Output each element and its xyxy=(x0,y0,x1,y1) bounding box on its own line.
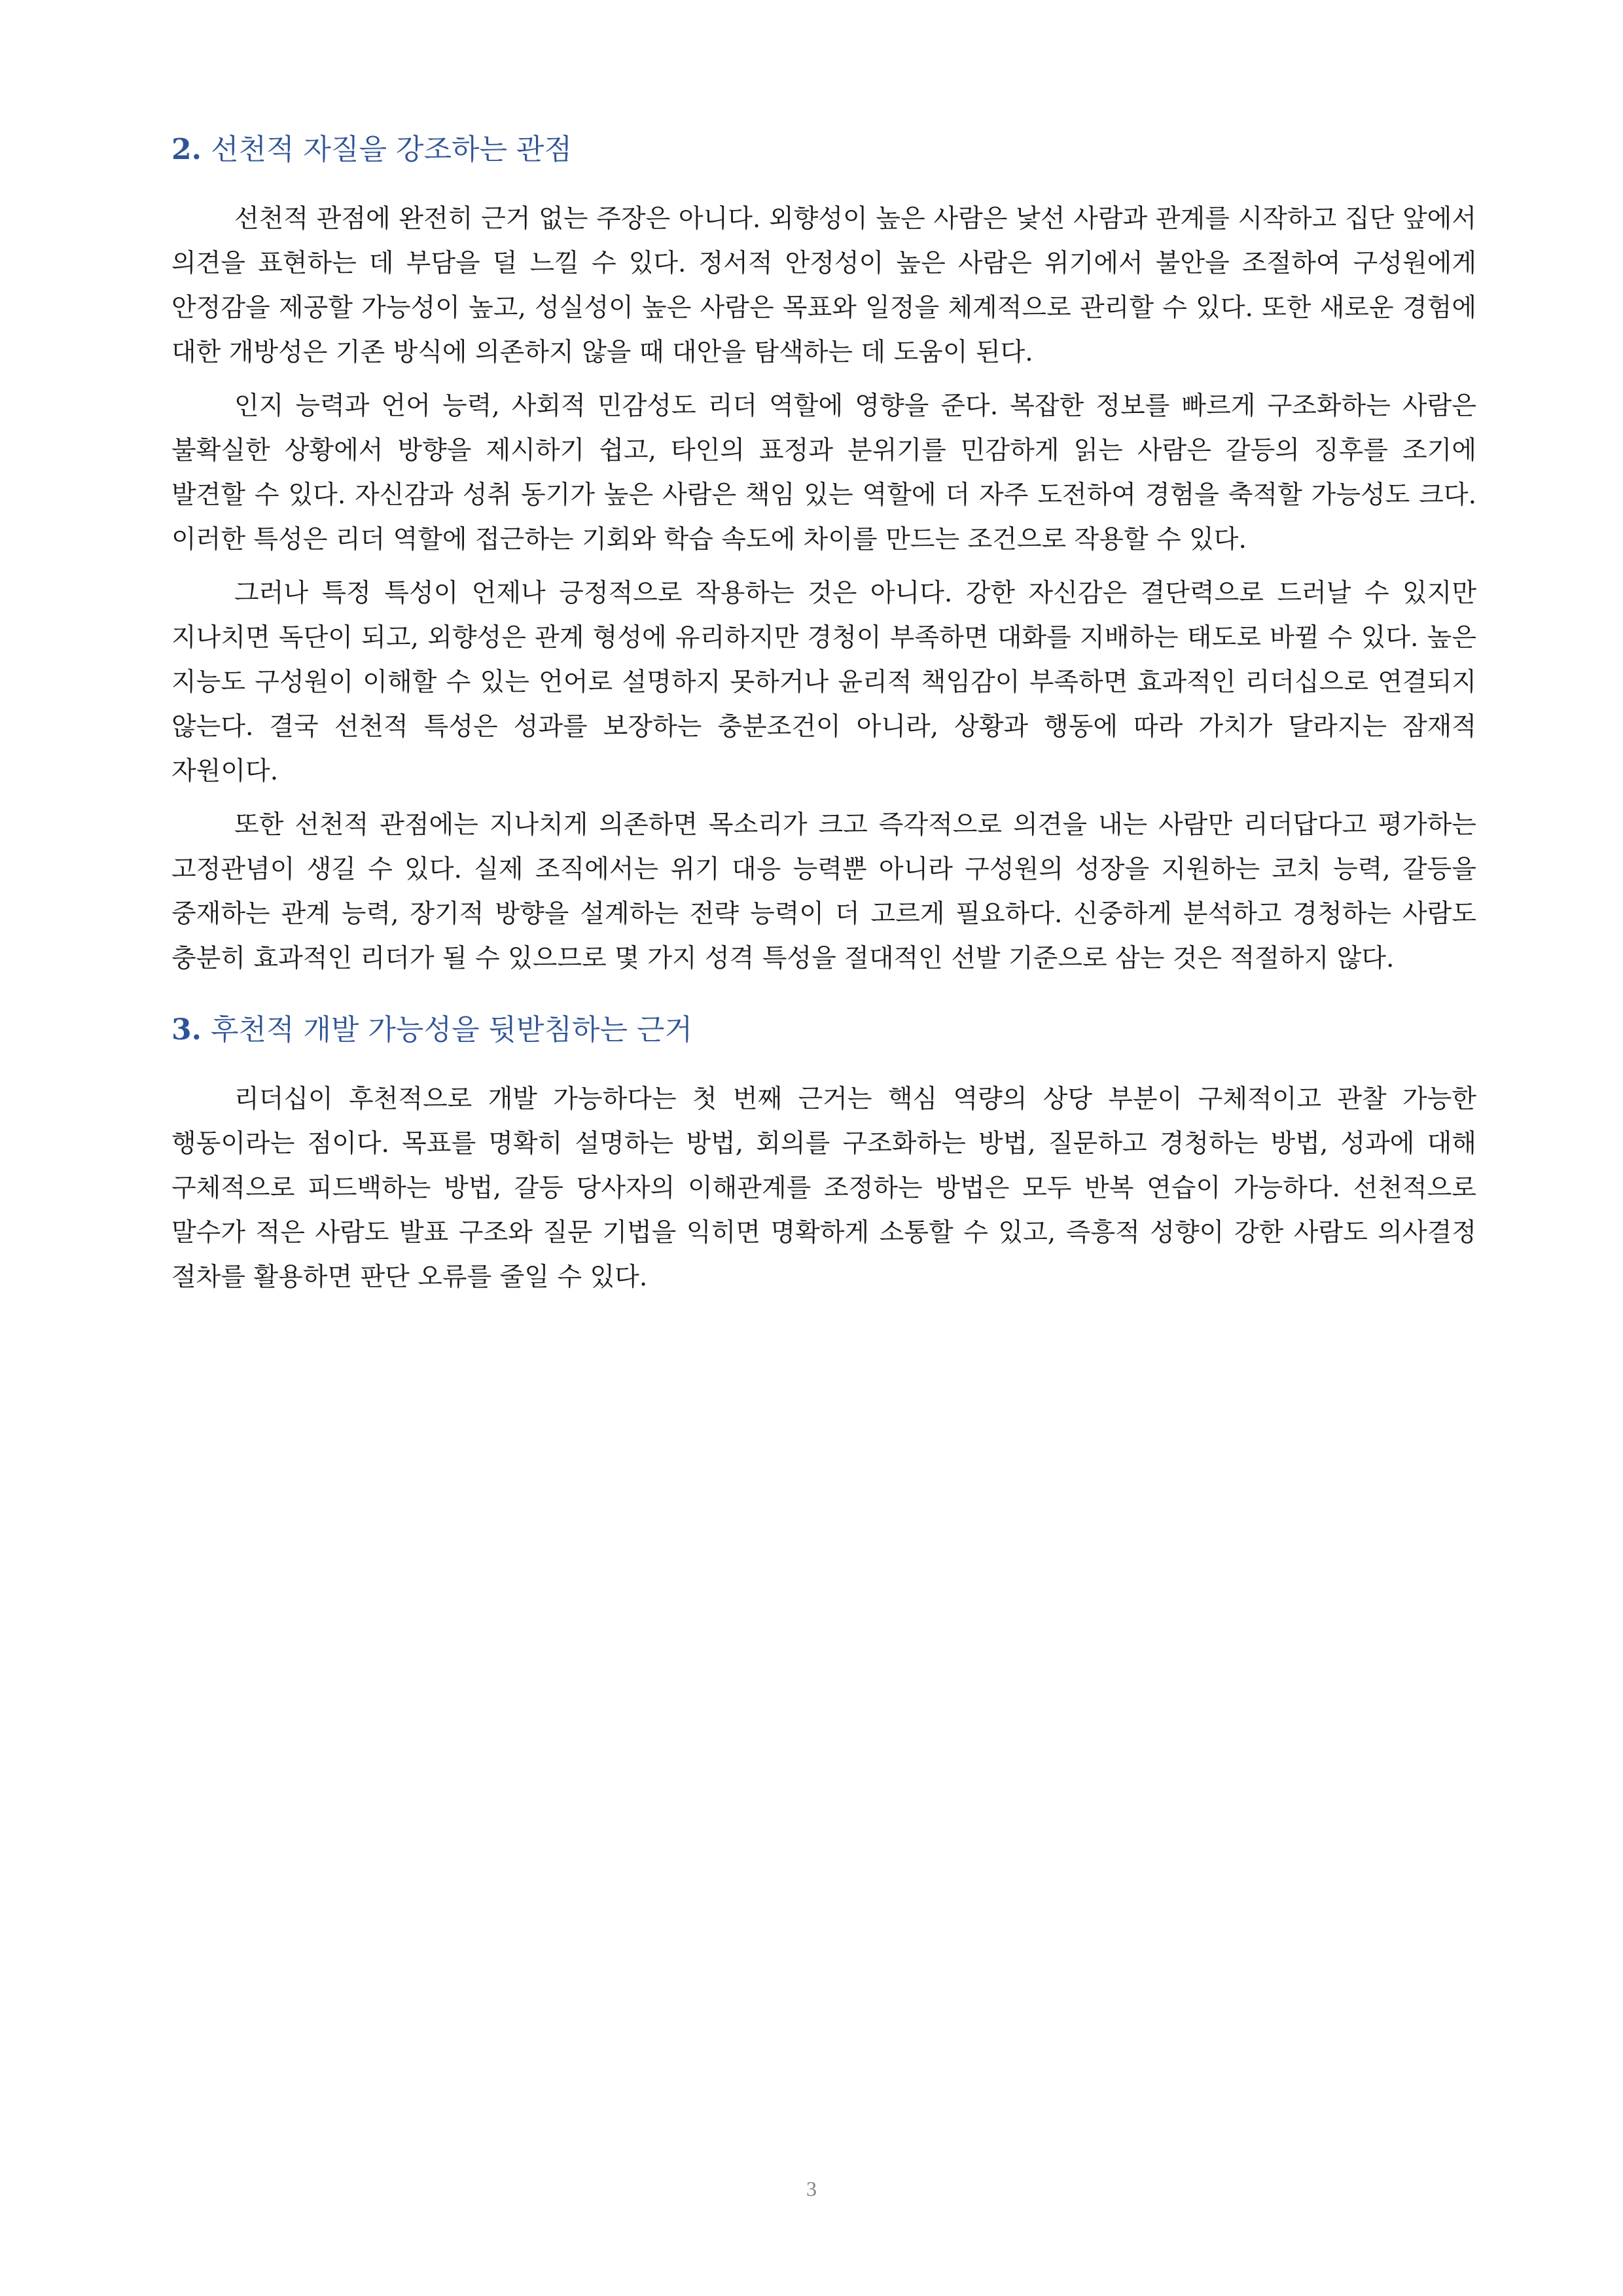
paragraph: 인지 능력과 언어 능력, 사회적 민감성도 리더 역할에 영향을 준다. 복잡한 정보를 빠르게 구조화하는 사람은 불확실한 상황에서 방향을 제시하기 쉽고, 타인의 표정과 분위기를 민감하게 읽는 사람은 갈등의 징후를 조기에 발견할 수 있다. 자신감과 성취 동기가 높은 사람은 책임 있는 역할에 더 자주 도전하여 경험을 축적할 가능성도 크다. 이러한 특성은 리더 역할에 접근하는 기회와 학습 속도에 차이를 만드는 조건으로 작용할 수 있다. xyxy=(171,391,1476,555)
document-body xyxy=(171,131,1476,1313)
section-heading xyxy=(171,1011,1476,1049)
section-innate-traits xyxy=(171,131,1476,981)
section-heading xyxy=(171,131,1476,168)
paragraph: 그러나 특정 특성이 언제나 긍정적으로 작용하는 것은 아니다. 강한 자신감은 결단력으로 드러날 수 있지만 지나치면 독단이 되고, 외향성은 관계 형성에 유리하지만 경청이 부족하면 대화를 지배하는 태도로 바뀔 수 있다. 높은 지능도 구성원이 이해할 수 있는 언어로 설명하지 못하거나 윤리적 책임감이 부족하면 효과적인 리더십으로 연결되지 않는다. 결국 선천적 특성은 성과를 보장하는 충분조건이 아니라, 상황과 행동에 따라 가치가 달라지는 잠재적 자원이다. xyxy=(171,579,1476,787)
paragraph: 리더십이 후천적으로 개발 가능하다는 첫 번째 근거는 핵심 역량의 상당 부분이 구체적이고 관찰 가능한 행동이라는 점이다. 목표를 명확히 설명하는 방법, 회의를 구조화하는 방법, 질문하고 경청하는 방법, 성과에 대해 구체적으로 피드백하는 방법, 갈등 당사자의 이해관계를 조정하는 방법은 모두 반복 연습이 가능하다. 선천적으로 말수가 적은 사람도 발표 구조와 질문 기법을 익히면 명확하게 소통할 수 있고, 즉흥적 성향이 강한 사람도 의사결정 절차를 활용하면 판단 오류를 줄일 수 있다. xyxy=(171,1085,1476,1293)
section-title: 선천적 자질을 강조하는 관점 xyxy=(210,133,572,166)
page-number: 3 xyxy=(806,2177,817,2200)
section-number: 3. xyxy=(171,1013,202,1047)
paragraph: 선천적 관점에 완전히 근거 없는 주장은 아니다. 외향성이 높은 사람은 낯선 사람과 관계를 시작하고 집단 앞에서 의견을 표현하는 데 부담을 덜 느낄 수 있다. 정서적 안정성이 높은 사람은 위기에서 불안을 조절하여 구성원에게 안정감을 제공할 가능성이 높고, 성실성이 높은 사람은 목표와 일정을 체계적으로 관리할 수 있다. 또한 새로운 경험에 대한 개방성은 기존 방식에 의존하지 않을 때 대안을 탐색하는 데 도움이 된다. xyxy=(171,204,1476,368)
section-acquired-development xyxy=(171,1011,1476,1300)
paragraph: 또한 선천적 관점에는 지나치게 의존하면 목소리가 크고 즉각적으로 의견을 내는 사람만 리더답다고 평가하는 고정관념이 생길 수 있다. 실제 조직에서는 위기 대응 능력뿐 아니라 구성원의 성장을 지원하는 코치 능력, 갈등을 중재하는 관계 능력, 장기적 방향을 설계하는 전략 능력이 더 고르게 필요하다. 신중하게 분석하고 경청하는 사람도 충분히 효과적인 리더가 될 수 있으므로 몇 가지 성격 특성을 절대적인 선발 기준으로 삼는 것은 적절하지 않다. xyxy=(171,810,1476,974)
section-number: 2. xyxy=(171,133,202,166)
section-title: 후천적 개발 가능성을 뒷받침하는 근거 xyxy=(210,1013,692,1047)
